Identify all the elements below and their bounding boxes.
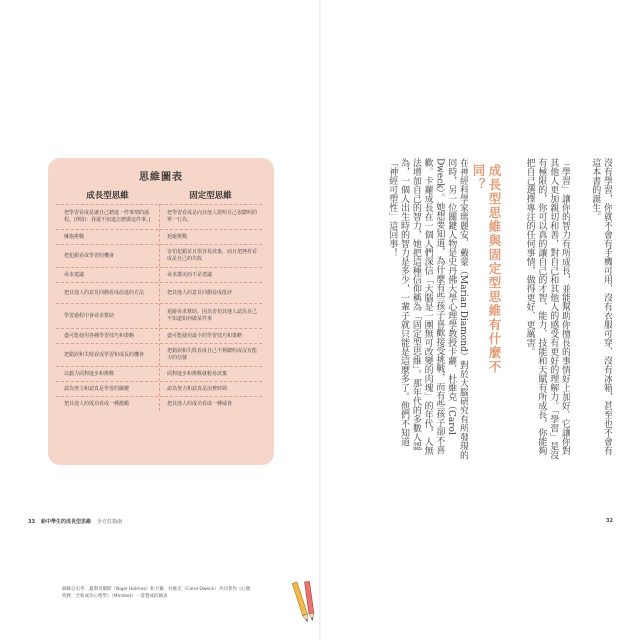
fixed-cell: 把學習看成是向其他人證明自己很聰明的單一行為。 [167,210,258,223]
growth-cell: 學習過程中會尋求幫助 [64,312,115,319]
left-footer-subtitle: 全方位指南 [96,519,122,525]
mindmap-title: 思維圖表 [139,172,183,183]
fixed-column-header: 固定型思維 [189,191,232,201]
fixed-cell: 害怕犯錯並且很容易放棄，而且把挫折看成是自己的失敗 [167,249,258,262]
growth-cell: 以毅力面對進步和挑戰 [64,370,115,377]
growth-cell: 尋求建議 [64,271,85,278]
growth-cell: 把學習看成是讓自己精進一件事情的過程。(例如：我還不知道怎麼做這件事。) [64,210,151,223]
pencils-icon [292,576,320,624]
growth-cell: 把錯誤和失敗看成學習和成長的機會 [64,351,145,358]
fixed-cell: 把其他人的意見回饋看成批評 [167,289,233,296]
growth-cell: 盡可能使用各種學習技巧和策略 [64,332,135,339]
growth-cell: 擁抱挑戰 [64,233,85,240]
growth-cell: 認為努力和認真是學習的關鍵 [64,385,130,392]
learning-paragraph: 「學習」讓你的智力有所成長，並能幫助你擅長的事情好上加好。它讓你對其他人更加親切和善，對自己和其他人的感受有更好的理解力。「學習」是沒有極限的，你可以真的讓自己的才智、能力、技能和天賦有所成長，你能夠把自己選擇專注的任何事情，做得更好、更厲害。 [524,158,570,460]
growth-cell: 把其他人的成功看成一種激勵 [64,400,130,407]
column-divider [159,204,160,411]
growth-cell: 把其他人的意見回饋看成改進的方法 [64,289,145,296]
section-heading: 成長型思維與固定型思維有什麼不同？ [471,164,502,374]
fixed-cell: 迴避挑戰 [167,233,188,240]
fixed-cell: 迴避尋求幫助，因為害怕其他人認為自己不知道如何做某件事 [167,309,258,322]
left-footer-title: 給中學生的成長型思維 [40,519,91,525]
page-gutter [319,0,321,640]
fixed-cell: 把錯誤和失敗看成自己不夠聰明或沒有能力的信號 [167,348,258,361]
fixed-cell: 把其他人的成功看成一種威脅 [167,400,233,407]
fixed-cell: 認為努力和認真是浪費時間 [167,385,228,392]
mindmap-source-note: 摘錄自史考．蓋斯哥爾斯（Nigel Holmes）和卡蘿．杜維克（Carol Dweck）共同著作《心態致勝：全新成功心理學》（Mindset）一書製成的圖表 [62,587,251,599]
left-page-footer [28,518,122,525]
fixed-cell: 盡可能使用最少的學習技巧和策略 [167,332,243,339]
mindmap-rows [56,204,262,411]
intro-paragraph: 沒有學習，你就不會有手機可用、沒有衣服可穿、沒有冰箱，甚至也不會有這本書的誕生。 [590,158,612,455]
right-page-number: 32 [606,518,613,524]
dweck-paragraph: 在神經科學家瑪麗安．戴蒙（Marian Diamond）對於大腦研究有所發現的同時，另一位關鍵人物是史丹佛大學心理學教授卡蘿．杜維克（Carol Dweck）。她想要知道，為什麼有些孩子喜歡接受挑戰，而有些孩子卻不喜歡。卡蘿成長在一個人們深信「大腦是一團無可改變的肉塊」的年代，人無法增加自己的智力，她把這種信仰稱為「固定型思維」。那年代的多數人認為，一個人出生時的智力是多少，一輩子就只能是這麼多了。他們不知道「神經可塑性」這回事！ [387,158,468,460]
mindmap-header-row [56,186,262,204]
fixed-cell: 面對進步和挑戰就輕易放棄 [167,370,228,377]
left-page-number: 33 [28,518,35,525]
mindmap-table [56,186,262,411]
growth-cell: 把犯錯看成學習的機會 [64,252,115,259]
fixed-cell: 尋求讚美而不是建議 [167,271,213,278]
growth-column-header: 成長型思維 [86,191,129,201]
